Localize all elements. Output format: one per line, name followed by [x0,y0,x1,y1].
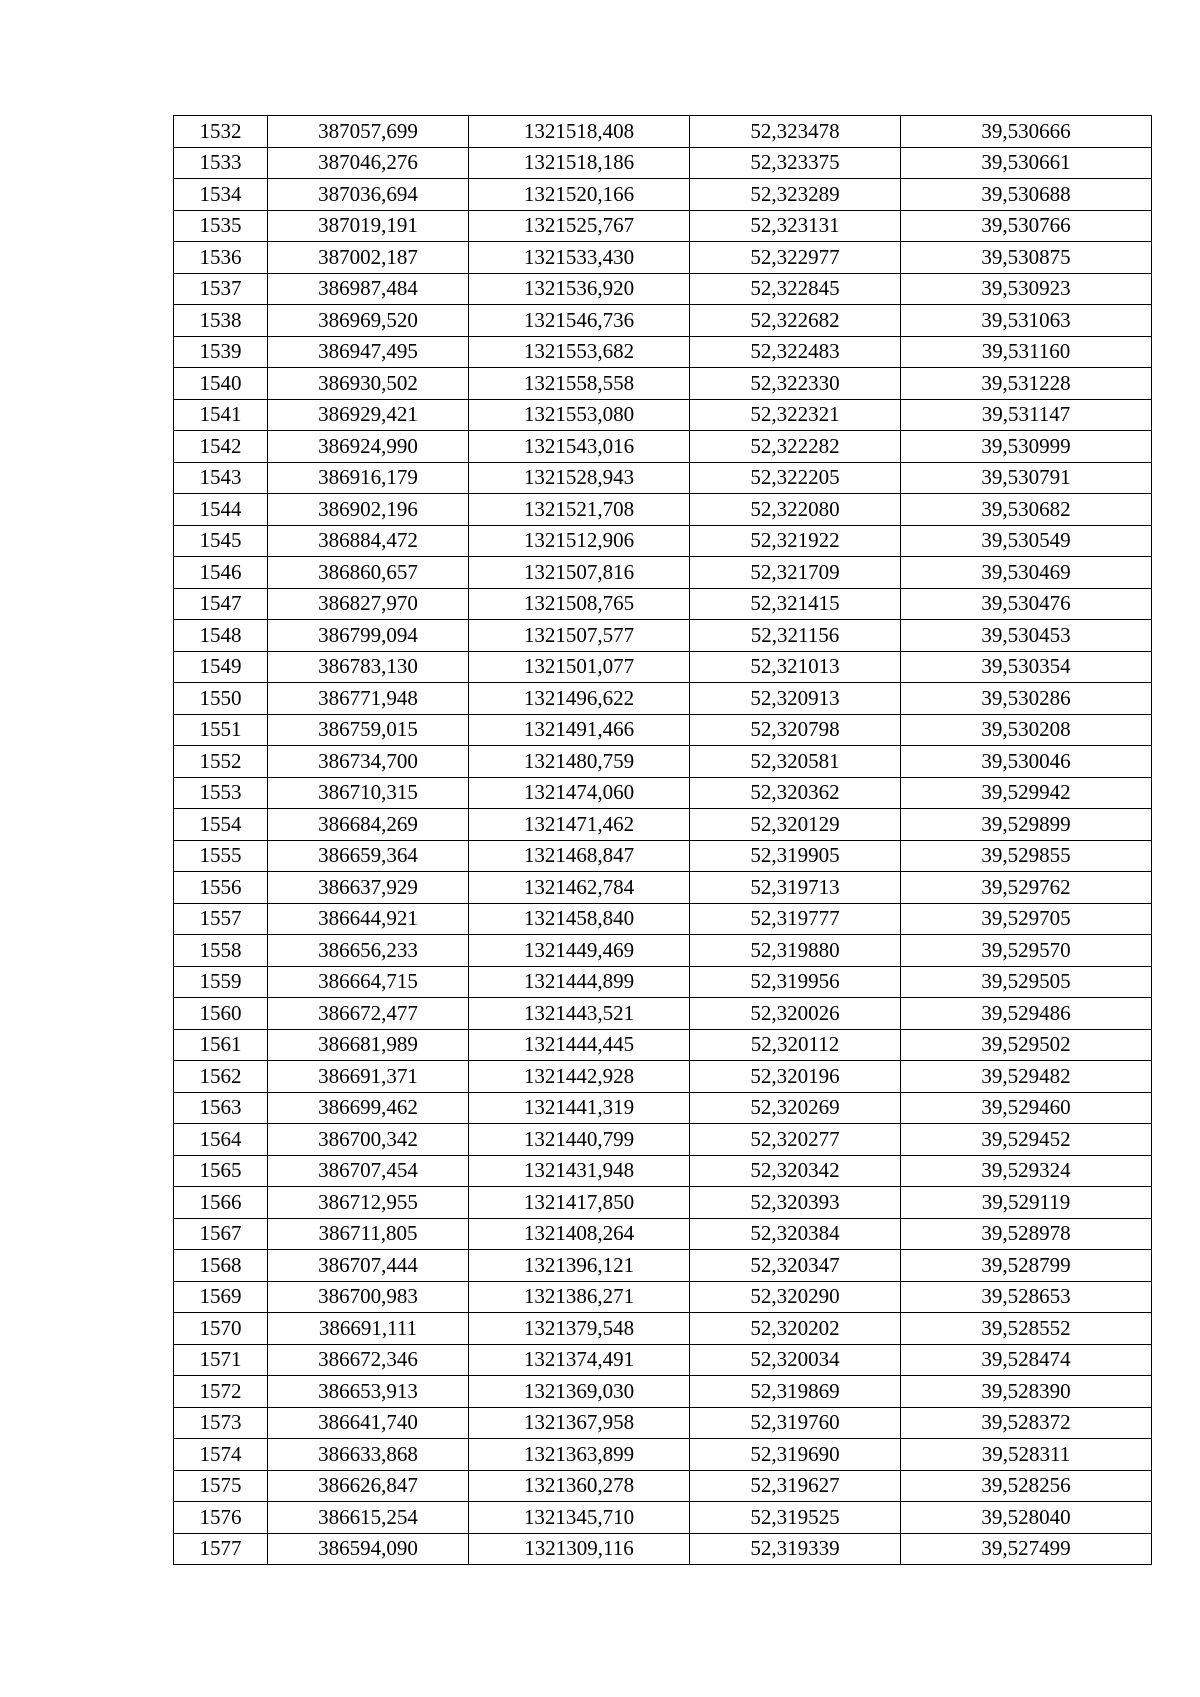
x-coordinate-cell: 386700,983 [268,1281,469,1313]
y-coordinate-cell: 1321367,958 [469,1407,690,1439]
table-row [174,1313,1152,1345]
coordinates-table-body [174,116,1152,1565]
point-number-cell: 1542 [174,431,268,463]
x-coordinate-cell: 386615,254 [268,1502,469,1534]
latitude-cell: 52,320362 [690,777,901,809]
longitude-cell: 39,530046 [901,746,1152,778]
y-coordinate-cell: 1321471,462 [469,809,690,841]
y-coordinate-cell: 1321309,116 [469,1533,690,1565]
table-row [174,1533,1152,1565]
latitude-cell: 52,320026 [690,998,901,1030]
x-coordinate-cell: 387057,699 [268,116,469,148]
longitude-cell: 39,528799 [901,1250,1152,1282]
y-coordinate-cell: 1321553,080 [469,399,690,431]
x-coordinate-cell: 386947,495 [268,336,469,368]
x-coordinate-cell: 387019,191 [268,210,469,242]
x-coordinate-cell: 386860,657 [268,557,469,589]
latitude-cell: 52,321156 [690,620,901,652]
longitude-cell: 39,530766 [901,210,1152,242]
x-coordinate-cell: 386929,421 [268,399,469,431]
point-number-cell: 1562 [174,1061,268,1093]
longitude-cell: 39,528311 [901,1439,1152,1471]
y-coordinate-cell: 1321512,906 [469,525,690,557]
x-coordinate-cell: 386987,484 [268,273,469,305]
x-coordinate-cell: 386641,740 [268,1407,469,1439]
point-number-cell: 1554 [174,809,268,841]
longitude-cell: 39,530791 [901,462,1152,494]
y-coordinate-cell: 1321507,816 [469,557,690,589]
point-number-cell: 1559 [174,966,268,998]
x-coordinate-cell: 386672,477 [268,998,469,1030]
x-coordinate-cell: 386902,196 [268,494,469,526]
coordinates-table [173,115,1152,1565]
y-coordinate-cell: 1321443,521 [469,998,690,1030]
point-number-cell: 1575 [174,1470,268,1502]
y-coordinate-cell: 1321462,784 [469,872,690,904]
latitude-cell: 52,322330 [690,368,901,400]
y-coordinate-cell: 1321360,278 [469,1470,690,1502]
y-coordinate-cell: 1321442,928 [469,1061,690,1093]
latitude-cell: 52,320112 [690,1029,901,1061]
longitude-cell: 39,529762 [901,872,1152,904]
latitude-cell: 52,319956 [690,966,901,998]
longitude-cell: 39,531228 [901,368,1152,400]
longitude-cell: 39,529505 [901,966,1152,998]
latitude-cell: 52,319777 [690,903,901,935]
latitude-cell: 52,322682 [690,305,901,337]
table-row [174,273,1152,305]
x-coordinate-cell: 386644,921 [268,903,469,935]
table-row [174,1344,1152,1376]
point-number-cell: 1537 [174,273,268,305]
point-number-cell: 1543 [174,462,268,494]
y-coordinate-cell: 1321528,943 [469,462,690,494]
table-row [174,1407,1152,1439]
x-coordinate-cell: 387036,694 [268,179,469,211]
x-coordinate-cell: 386783,130 [268,651,469,683]
table-row [174,809,1152,841]
table-row [174,620,1152,652]
latitude-cell: 52,321709 [690,557,901,589]
latitude-cell: 52,322080 [690,494,901,526]
latitude-cell: 52,319690 [690,1439,901,1471]
x-coordinate-cell: 386827,970 [268,588,469,620]
x-coordinate-cell: 386799,094 [268,620,469,652]
x-coordinate-cell: 386707,454 [268,1155,469,1187]
point-number-cell: 1536 [174,242,268,274]
y-coordinate-cell: 1321518,186 [469,147,690,179]
table-row [174,1092,1152,1124]
point-number-cell: 1558 [174,935,268,967]
longitude-cell: 39,529570 [901,935,1152,967]
table-row [174,462,1152,494]
point-number-cell: 1555 [174,840,268,872]
longitude-cell: 39,529705 [901,903,1152,935]
longitude-cell: 39,528390 [901,1376,1152,1408]
point-number-cell: 1534 [174,179,268,211]
longitude-cell: 39,530682 [901,494,1152,526]
table-row [174,179,1152,211]
point-number-cell: 1568 [174,1250,268,1282]
table-row [174,1470,1152,1502]
longitude-cell: 39,528978 [901,1218,1152,1250]
x-coordinate-cell: 386712,955 [268,1187,469,1219]
longitude-cell: 39,529899 [901,809,1152,841]
point-number-cell: 1539 [174,336,268,368]
latitude-cell: 52,319713 [690,872,901,904]
table-row [174,1281,1152,1313]
longitude-cell: 39,531147 [901,399,1152,431]
table-row [174,147,1152,179]
longitude-cell: 39,529324 [901,1155,1152,1187]
latitude-cell: 52,319905 [690,840,901,872]
table-row [174,998,1152,1030]
longitude-cell: 39,528653 [901,1281,1152,1313]
y-coordinate-cell: 1321536,920 [469,273,690,305]
table-row [174,431,1152,463]
point-number-cell: 1538 [174,305,268,337]
point-number-cell: 1577 [174,1533,268,1565]
latitude-cell: 52,320129 [690,809,901,841]
latitude-cell: 52,319869 [690,1376,901,1408]
table-row [174,1502,1152,1534]
y-coordinate-cell: 1321345,710 [469,1502,690,1534]
longitude-cell: 39,527499 [901,1533,1152,1565]
point-number-cell: 1561 [174,1029,268,1061]
latitude-cell: 52,322845 [690,273,901,305]
longitude-cell: 39,530549 [901,525,1152,557]
x-coordinate-cell: 386734,700 [268,746,469,778]
point-number-cell: 1573 [174,1407,268,1439]
longitude-cell: 39,529452 [901,1124,1152,1156]
longitude-cell: 39,529486 [901,998,1152,1030]
point-number-cell: 1546 [174,557,268,589]
point-number-cell: 1533 [174,147,268,179]
latitude-cell: 52,322977 [690,242,901,274]
x-coordinate-cell: 386759,015 [268,714,469,746]
x-coordinate-cell: 386884,472 [268,525,469,557]
point-number-cell: 1571 [174,1344,268,1376]
latitude-cell: 52,322483 [690,336,901,368]
table-row [174,746,1152,778]
y-coordinate-cell: 1321444,445 [469,1029,690,1061]
y-coordinate-cell: 1321480,759 [469,746,690,778]
table-row [174,1029,1152,1061]
point-number-cell: 1550 [174,683,268,715]
y-coordinate-cell: 1321496,622 [469,683,690,715]
y-coordinate-cell: 1321369,030 [469,1376,690,1408]
x-coordinate-cell: 386707,444 [268,1250,469,1282]
point-number-cell: 1545 [174,525,268,557]
point-number-cell: 1540 [174,368,268,400]
table-row [174,1250,1152,1282]
y-coordinate-cell: 1321533,430 [469,242,690,274]
table-row [174,116,1152,148]
table-row [174,966,1152,998]
y-coordinate-cell: 1321546,736 [469,305,690,337]
x-coordinate-cell: 386916,179 [268,462,469,494]
table-row [174,903,1152,935]
y-coordinate-cell: 1321507,577 [469,620,690,652]
y-coordinate-cell: 1321521,708 [469,494,690,526]
table-row [174,683,1152,715]
y-coordinate-cell: 1321408,264 [469,1218,690,1250]
y-coordinate-cell: 1321449,469 [469,935,690,967]
point-number-cell: 1565 [174,1155,268,1187]
table-row [174,935,1152,967]
point-number-cell: 1576 [174,1502,268,1534]
point-number-cell: 1556 [174,872,268,904]
y-coordinate-cell: 1321558,558 [469,368,690,400]
longitude-cell: 39,530923 [901,273,1152,305]
x-coordinate-cell: 386969,520 [268,305,469,337]
point-number-cell: 1572 [174,1376,268,1408]
longitude-cell: 39,529502 [901,1029,1152,1061]
y-coordinate-cell: 1321543,016 [469,431,690,463]
longitude-cell: 39,530476 [901,588,1152,620]
x-coordinate-cell: 386637,929 [268,872,469,904]
latitude-cell: 52,322205 [690,462,901,494]
table-row [174,651,1152,683]
x-coordinate-cell: 386594,090 [268,1533,469,1565]
point-number-cell: 1541 [174,399,268,431]
latitude-cell: 52,319880 [690,935,901,967]
longitude-cell: 39,528040 [901,1502,1152,1534]
y-coordinate-cell: 1321363,899 [469,1439,690,1471]
point-number-cell: 1553 [174,777,268,809]
latitude-cell: 52,320342 [690,1155,901,1187]
table-row [174,777,1152,809]
latitude-cell: 52,321013 [690,651,901,683]
y-coordinate-cell: 1321374,491 [469,1344,690,1376]
latitude-cell: 52,320196 [690,1061,901,1093]
y-coordinate-cell: 1321468,847 [469,840,690,872]
point-number-cell: 1569 [174,1281,268,1313]
latitude-cell: 52,323289 [690,179,901,211]
latitude-cell: 52,320581 [690,746,901,778]
x-coordinate-cell: 386633,868 [268,1439,469,1471]
point-number-cell: 1566 [174,1187,268,1219]
latitude-cell: 52,323375 [690,147,901,179]
longitude-cell: 39,529460 [901,1092,1152,1124]
latitude-cell: 52,321922 [690,525,901,557]
point-number-cell: 1574 [174,1439,268,1471]
longitude-cell: 39,528552 [901,1313,1152,1345]
point-number-cell: 1557 [174,903,268,935]
table-row [174,1439,1152,1471]
point-number-cell: 1544 [174,494,268,526]
longitude-cell: 39,531160 [901,336,1152,368]
table-row [174,872,1152,904]
point-number-cell: 1567 [174,1218,268,1250]
table-row [174,210,1152,242]
longitude-cell: 39,528372 [901,1407,1152,1439]
y-coordinate-cell: 1321441,319 [469,1092,690,1124]
x-coordinate-cell: 386924,990 [268,431,469,463]
x-coordinate-cell: 386710,315 [268,777,469,809]
latitude-cell: 52,320202 [690,1313,901,1345]
longitude-cell: 39,530875 [901,242,1152,274]
table-row [174,557,1152,589]
y-coordinate-cell: 1321440,799 [469,1124,690,1156]
y-coordinate-cell: 1321553,682 [469,336,690,368]
y-coordinate-cell: 1321386,271 [469,1281,690,1313]
latitude-cell: 52,320913 [690,683,901,715]
longitude-cell: 39,530286 [901,683,1152,715]
longitude-cell: 39,530666 [901,116,1152,148]
x-coordinate-cell: 386700,342 [268,1124,469,1156]
latitude-cell: 52,320347 [690,1250,901,1282]
latitude-cell: 52,319339 [690,1533,901,1565]
table-row [174,242,1152,274]
x-coordinate-cell: 386672,346 [268,1344,469,1376]
x-coordinate-cell: 386656,233 [268,935,469,967]
y-coordinate-cell: 1321444,899 [469,966,690,998]
point-number-cell: 1570 [174,1313,268,1345]
longitude-cell: 39,530354 [901,651,1152,683]
x-coordinate-cell: 386711,805 [268,1218,469,1250]
longitude-cell: 39,529482 [901,1061,1152,1093]
y-coordinate-cell: 1321491,466 [469,714,690,746]
table-row [174,1124,1152,1156]
latitude-cell: 52,323478 [690,116,901,148]
point-number-cell: 1549 [174,651,268,683]
latitude-cell: 52,320269 [690,1092,901,1124]
y-coordinate-cell: 1321525,767 [469,210,690,242]
latitude-cell: 52,320798 [690,714,901,746]
longitude-cell: 39,530469 [901,557,1152,589]
x-coordinate-cell: 386691,111 [268,1313,469,1345]
table-row [174,1218,1152,1250]
point-number-cell: 1560 [174,998,268,1030]
longitude-cell: 39,529942 [901,777,1152,809]
longitude-cell: 39,530208 [901,714,1152,746]
point-number-cell: 1551 [174,714,268,746]
longitude-cell: 39,528474 [901,1344,1152,1376]
table-row [174,305,1152,337]
table-row [174,1061,1152,1093]
point-number-cell: 1564 [174,1124,268,1156]
latitude-cell: 52,320384 [690,1218,901,1250]
table-row [174,588,1152,620]
y-coordinate-cell: 1321501,077 [469,651,690,683]
y-coordinate-cell: 1321431,948 [469,1155,690,1187]
longitude-cell: 39,530661 [901,147,1152,179]
latitude-cell: 52,320393 [690,1187,901,1219]
point-number-cell: 1552 [174,746,268,778]
point-number-cell: 1547 [174,588,268,620]
latitude-cell: 52,323131 [690,210,901,242]
table-row [174,714,1152,746]
table-row [174,1187,1152,1219]
table-row [174,525,1152,557]
y-coordinate-cell: 1321417,850 [469,1187,690,1219]
x-coordinate-cell: 386691,371 [268,1061,469,1093]
latitude-cell: 52,319627 [690,1470,901,1502]
table-row [174,1376,1152,1408]
latitude-cell: 52,320290 [690,1281,901,1313]
y-coordinate-cell: 1321520,166 [469,179,690,211]
x-coordinate-cell: 386930,502 [268,368,469,400]
x-coordinate-cell: 386626,847 [268,1470,469,1502]
x-coordinate-cell: 387046,276 [268,147,469,179]
latitude-cell: 52,321415 [690,588,901,620]
y-coordinate-cell: 1321518,408 [469,116,690,148]
latitude-cell: 52,322321 [690,399,901,431]
x-coordinate-cell: 386681,989 [268,1029,469,1061]
y-coordinate-cell: 1321458,840 [469,903,690,935]
longitude-cell: 39,530688 [901,179,1152,211]
longitude-cell: 39,528256 [901,1470,1152,1502]
longitude-cell: 39,529119 [901,1187,1152,1219]
point-number-cell: 1548 [174,620,268,652]
table-row [174,368,1152,400]
latitude-cell: 52,319760 [690,1407,901,1439]
latitude-cell: 52,320034 [690,1344,901,1376]
point-number-cell: 1563 [174,1092,268,1124]
table-row [174,336,1152,368]
point-number-cell: 1532 [174,116,268,148]
latitude-cell: 52,320277 [690,1124,901,1156]
x-coordinate-cell: 386664,715 [268,966,469,998]
longitude-cell: 39,530999 [901,431,1152,463]
y-coordinate-cell: 1321379,548 [469,1313,690,1345]
longitude-cell: 39,529855 [901,840,1152,872]
table-row [174,494,1152,526]
y-coordinate-cell: 1321508,765 [469,588,690,620]
x-coordinate-cell: 386659,364 [268,840,469,872]
y-coordinate-cell: 1321396,121 [469,1250,690,1282]
x-coordinate-cell: 386699,462 [268,1092,469,1124]
x-coordinate-cell: 386684,269 [268,809,469,841]
y-coordinate-cell: 1321474,060 [469,777,690,809]
longitude-cell: 39,531063 [901,305,1152,337]
table-row [174,1155,1152,1187]
x-coordinate-cell: 387002,187 [268,242,469,274]
longitude-cell: 39,530453 [901,620,1152,652]
latitude-cell: 52,322282 [690,431,901,463]
latitude-cell: 52,319525 [690,1502,901,1534]
table-row [174,840,1152,872]
point-number-cell: 1535 [174,210,268,242]
x-coordinate-cell: 386771,948 [268,683,469,715]
table-row [174,399,1152,431]
x-coordinate-cell: 386653,913 [268,1376,469,1408]
